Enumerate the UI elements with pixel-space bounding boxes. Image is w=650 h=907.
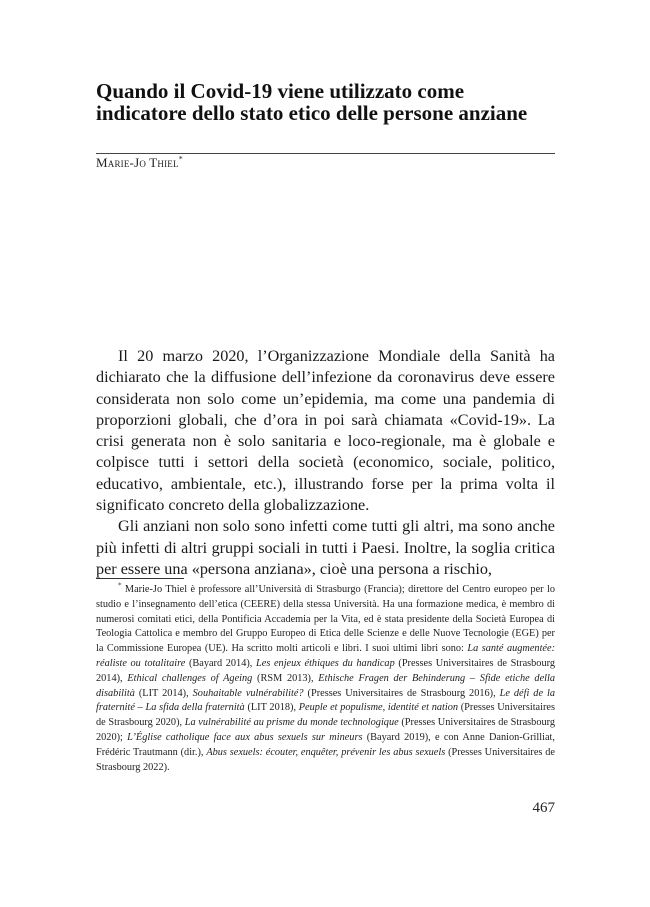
footnote-book-title: Les enjeux éthiques du handicap — [256, 657, 395, 669]
footnote-text: (LIT 2014), — [134, 687, 193, 699]
footnote-book-title: Ethical challenges of Ageing — [127, 672, 253, 684]
footnote-book-title: Le défi de la fraternité – La sfida della fraternità — [96, 687, 555, 714]
footnote-text: (Presses Universitaires de Strasbourg 2022). — [96, 746, 555, 773]
body-paragraph: Il 20 marzo 2020, l’Organizzazione Mondiale della Sanità ha dichiarato che la diffusione dell’infezione da coronavirus deve essere considerata non solo come un’epidemia, ma come una pandemia di proporzioni globali, che d’ora in poi sarà chiamata «Covid-19». La crisi generata non è solo sanitaria e loco-regionale, ma è globale e colpisce tutti i settori della società (economico, sociale, politico, educativo, ambientale, etc.), illustrando forse per la prima volta il significato concreto della globalizzazione. — [96, 347, 555, 515]
footnote-mark: * — [118, 581, 122, 590]
footnote-text: (Presses Universitaires de Strasbourg 2014), — [96, 657, 555, 684]
author-line — [96, 155, 183, 171]
footnote-divider — [96, 578, 184, 579]
footnote-book-title: La vulnérabilité au prisme du monde technologique — [184, 717, 399, 729]
footnote-book-title: Abus sexuels: écouter, enquêter, prévenir les abus sexuels — [206, 746, 446, 758]
footnote-book-title: Ethische Fragen der Behinderung – Sfide etiche della disabilità — [96, 672, 556, 699]
footnote-text: Marie-Jo Thiel è professore all’Università di Strasburgo (Francia); direttore del Centro europeo per lo studio e l’insegnamento dell’etica (CEERE) della stessa Università. Ha una formazione medica, è membro di numerosi comitati etici, della Pontificia Accademia per la Vita, ed è stata presidente della Società Europea di Teologia Cattolica e membro del Gruppo Europeo di Etica delle Scienze e delle Nuove Tecnologie (EGE) per la Commissione Europea (UE). Ha scritto molti articoli e libri. I suoi ultimi libri sono: — [96, 584, 555, 655]
footnote-text: (RSM 2013), — [252, 672, 319, 684]
footnote-book-title: L’Église catholique face aux abus sexuels sur mineurs — [127, 731, 363, 743]
author-name: Marie-Jo Thiel — [96, 155, 179, 170]
page — [96, 0, 555, 907]
body-text — [96, 346, 555, 580]
footnote-text: (Bayard 2019), e con Anne Danion-Grilliat, Frédéric Trautmann (dir.), — [96, 731, 555, 758]
footnote-text: (Presses Universitaires de Strasbourg 2016), — [303, 687, 500, 699]
footnote-text: (Presses Universitaires de Strasbourg 2020), — [96, 702, 555, 729]
footnote-text: (Bayard 2014), — [185, 657, 257, 669]
article-title: Quando il Covid-19 viene utilizzato come indicatore dello stato etico delle persone anziane — [96, 79, 528, 125]
footnote-book-title: La santé augmentée: réaliste ou totalitaire — [96, 643, 555, 669]
footnote-book-title: Souhaitable vulnérabilité? — [192, 687, 304, 699]
title-divider — [96, 153, 555, 154]
body-paragraph: Gli anziani non solo sono infetti come tutti gli altri, ma sono anche più infetti di altri gruppi sociali in tutti i Paesi. Inoltre, la soglia critica per essere una «persona anziana», cioè una persona a rischio, — [96, 517, 555, 578]
footnote-text: (LIT 2018), — [244, 702, 299, 714]
footnote — [96, 583, 555, 775]
footnote-book-title: Peuple et populisme, identité et nation — [298, 702, 459, 714]
author-footnote-mark[interactable]: * — [178, 154, 183, 164]
footnote-text: (Presses Universitaires de Strasbourg 2020); — [96, 717, 556, 743]
page-number: 467 — [532, 800, 555, 816]
